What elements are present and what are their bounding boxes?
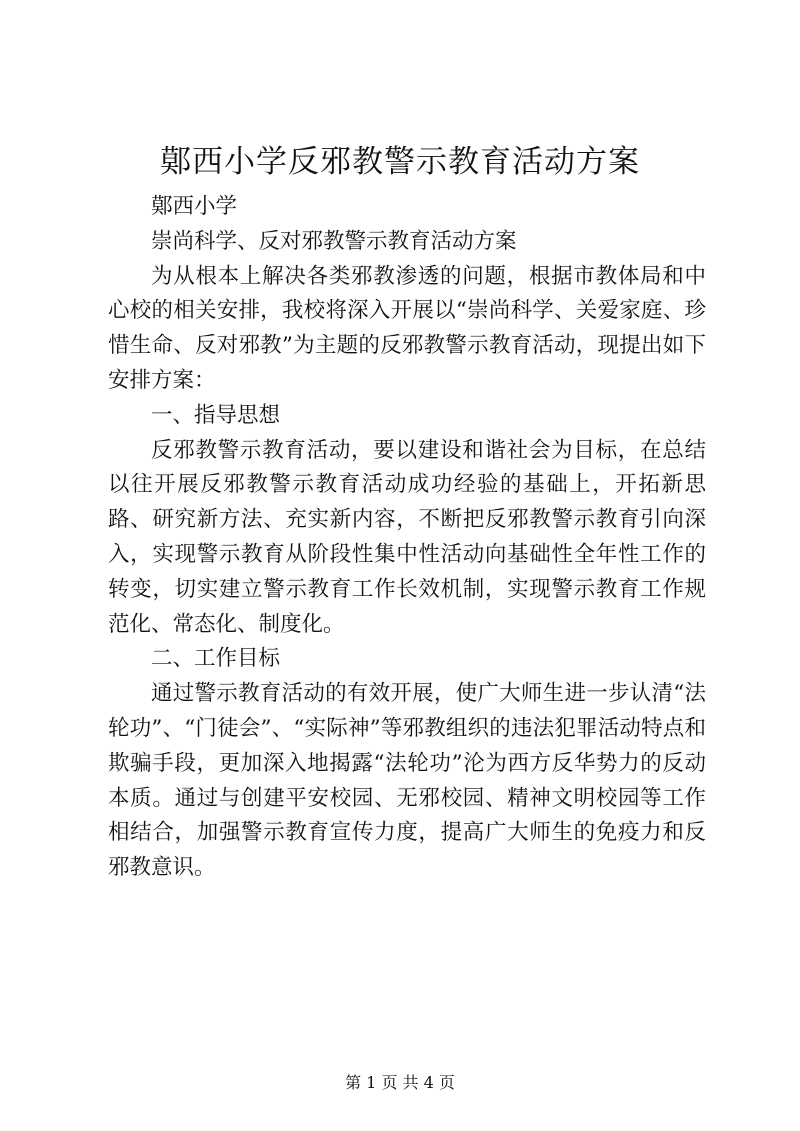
section-heading-guiding-thought: 一、指导思想 bbox=[151, 402, 281, 428]
intro-paragraph: 为从根本上解决各类邪教渗透的问题，根据市教体局和中心校的相关安排，我校将深入开展以“崇尚科学、关爱家庭、珍惜生命、反对邪教”为主题的反邪教警示教育活动，现提出如下安排方案： bbox=[108, 263, 706, 393]
work-goals-paragraph: 通过警示教育活动的有效开展，使广大师生进一步认清“法轮功”、“门徒会”、“实际神”等邪教组织的违法犯罪活动特点和欺骗手段，更加深入地揭露“法轮功”沦为西方反华势力的反动本质。通过与创建平安校园、无邪校园、精神文明校园等工作相结合，加强警示教育宣传力度，提高广大师生的免疫力和反邪教意识。 bbox=[108, 681, 706, 881]
page-footer: 第 1 页 共 4 页 bbox=[345, 1073, 455, 1092]
section-heading-work-goals: 二、工作目标 bbox=[151, 646, 281, 672]
plan-subtitle: 崇尚科学、反对邪教警示教育活动方案 bbox=[151, 228, 517, 254]
document-title: 鄚西小学反邪教警示教育活动方案 bbox=[160, 144, 640, 180]
guiding-thought-paragraph: 反邪教警示教育活动，要以建设和谐社会为目标，在总结以往开展反邪教警示教育活动成功经验的基础上，开拓新思路、研究新方法、充实新内容，不断把反邪教警示教育引向深入，实现警示教育从阶段性集中性活动向基础性全年性工作的转变，切实建立警示教育工作长效机制，实现警示教育工作规范化、常态化、制度化。 bbox=[108, 437, 706, 637]
school-name: 鄚西小学 bbox=[151, 194, 238, 219]
document-body bbox=[108, 190, 706, 886]
